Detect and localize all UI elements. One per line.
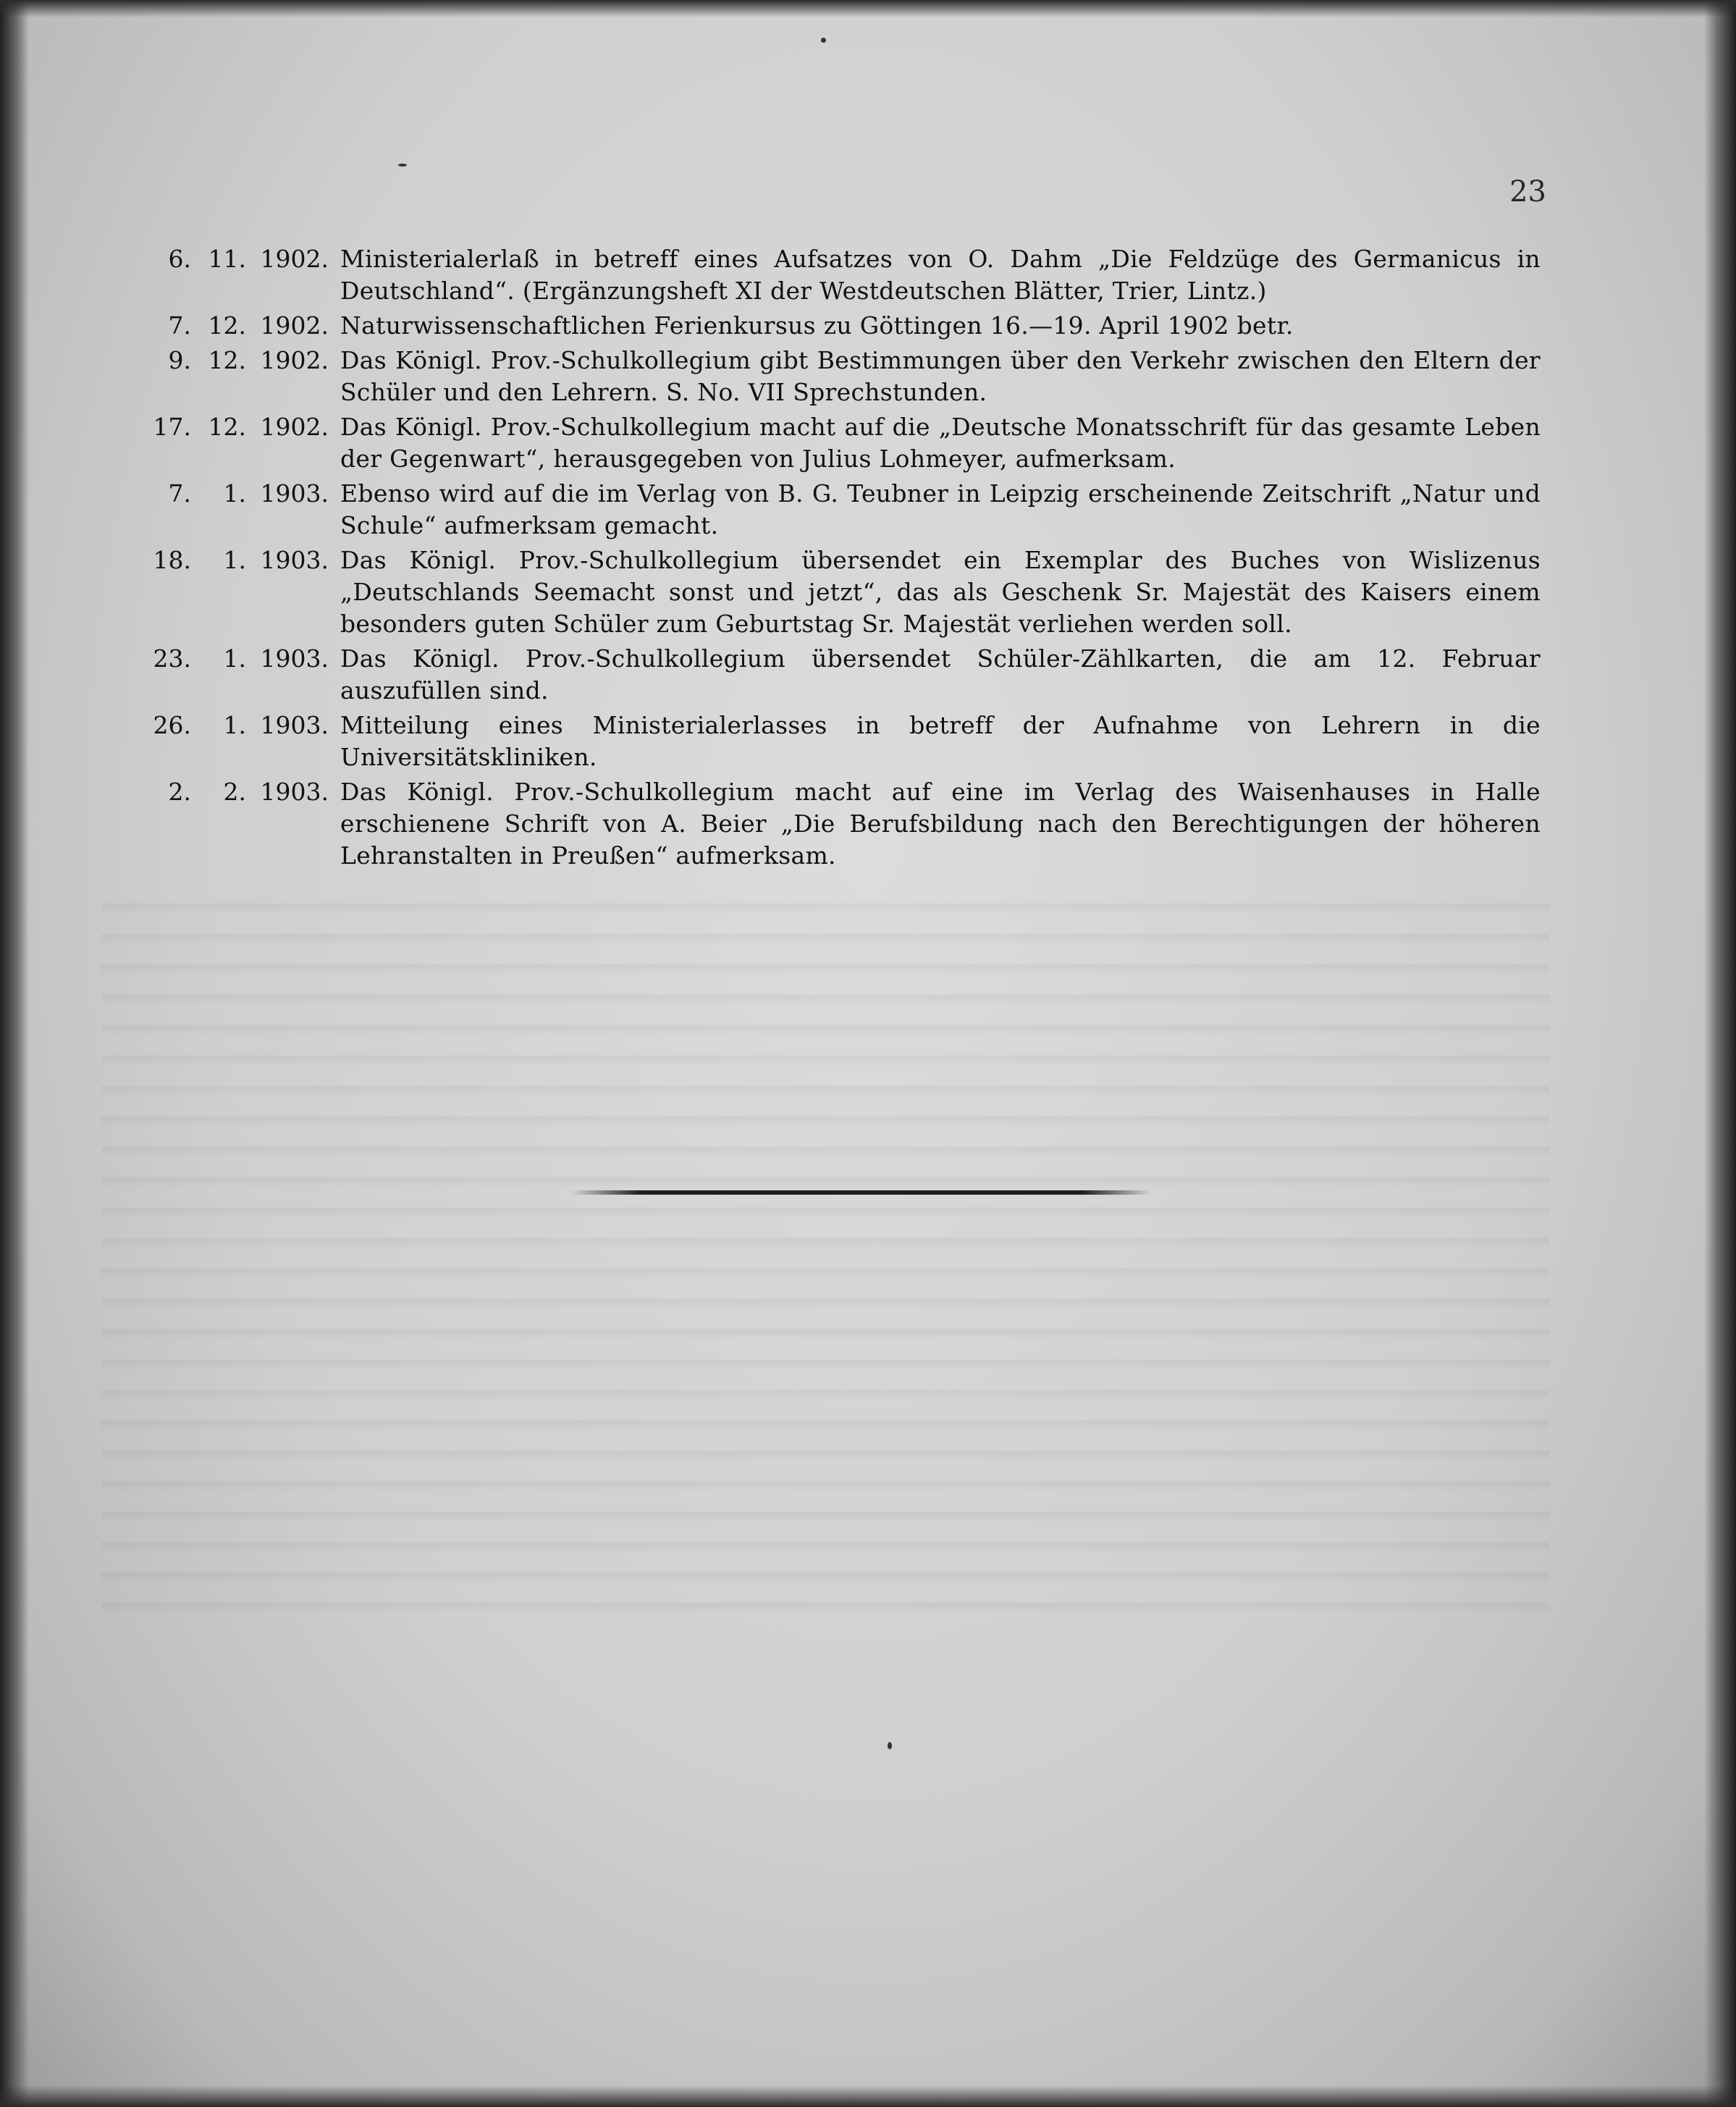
entry-month: 1.	[223, 644, 246, 673]
entry-text: Ebenso wird auf die im Verlag von B. G. Teubner in Leipzig erscheinende Zeitschrift „Natur und Schule“ aufmerksam gemacht.	[340, 479, 1541, 539]
entry-month: 1.	[223, 711, 246, 739]
entry-day: 18.	[153, 546, 191, 574]
entry-date	[142, 345, 329, 377]
scan-edge-top	[0, 0, 1736, 17]
entry-day: 2.	[168, 778, 191, 806]
entry-month: 1.	[223, 479, 246, 508]
entry-text: Das Königl. Prov.-Schulkollegium macht auf die „Deutsche Monatsschrift für das gesamte Leben der Gegenwart“, herausgegeben von Julius Lohmeyer, aufmerksam.	[340, 413, 1541, 473]
entry-year: 1903.	[260, 778, 329, 806]
entry-text: Ministerialerlaß in betreff eines Aufsatzes von O. Dahm „Die Feldzüge des Germanicus in Deutschland“. (Ergänzungsheft XI der Westdeutschen Blätter, Trier, Lintz.)	[340, 245, 1541, 305]
list-item	[142, 544, 1541, 640]
entry-date	[142, 243, 329, 275]
entry-year: 1903.	[260, 644, 329, 673]
section-divider	[572, 1190, 1151, 1195]
entry-year: 1902.	[260, 346, 329, 374]
list-item	[142, 411, 1541, 475]
list-item	[142, 345, 1541, 408]
entry-year: 1903.	[260, 711, 329, 739]
entry-text: Das Königl. Prov.-Schulkollegium gibt Bestimmungen über den Verkehr zwischen den Eltern der Schüler und den Lehrern. S. No. VII Sprechstunden.	[340, 346, 1541, 406]
entry-day: 7.	[168, 311, 191, 340]
entry-day: 26.	[153, 711, 191, 739]
entry-month: 12.	[208, 413, 246, 441]
entry-text: Das Königl. Prov.-Schulkollegium übersendet ein Exemplar des Buches von Wislizenus „Deutschlands Seemacht sonst und jetzt“, das als Geschenk Sr. Majestät des Kaisers einem besonders guten Schüler zum Geburtstag Sr. Majestät verliehen werden soll.	[340, 546, 1541, 638]
entry-day: 9.	[168, 346, 191, 374]
entry-year: 1902.	[260, 245, 329, 273]
scan-speck	[821, 38, 826, 43]
entry-day: 6.	[168, 245, 191, 273]
entry-month: 11.	[208, 245, 246, 273]
entry-date	[142, 776, 329, 808]
entry-day: 7.	[168, 479, 191, 508]
entry-date	[142, 478, 329, 510]
entry-text: Das Königl. Prov.-Schulkollegium übersendet Schüler-Zählkarten, die am 12. Februar auszufüllen sind.	[340, 644, 1541, 705]
chronicle-entries	[142, 243, 1541, 875]
entry-day: 23.	[153, 644, 191, 673]
entry-text: Mitteilung eines Ministerialerlasses in betreff der Aufnahme von Lehrern in die Universitätskliniken.	[340, 711, 1541, 771]
entry-year: 1902.	[260, 311, 329, 340]
entry-date	[142, 411, 329, 443]
scan-edge-bottom	[0, 2085, 1736, 2107]
list-item	[142, 643, 1541, 707]
entry-text: Naturwissenschaftlichen Ferienkursus zu Göttingen 16.—19. April 1902 betr.	[340, 311, 1294, 340]
entry-month: 12.	[208, 346, 246, 374]
list-item	[142, 243, 1541, 307]
entry-day: 17.	[153, 413, 191, 441]
entry-date	[142, 544, 329, 576]
entry-date	[142, 310, 329, 342]
scan-edge-right	[1704, 0, 1736, 2107]
entry-month: 1.	[223, 546, 246, 574]
entry-date	[142, 710, 329, 741]
page-number: 23	[1509, 175, 1546, 209]
scan-speck	[888, 1742, 892, 1749]
scan-edge-left	[0, 0, 29, 2107]
entry-month: 12.	[208, 311, 246, 340]
entry-date	[142, 643, 329, 675]
list-item	[142, 776, 1541, 872]
entry-year: 1903.	[260, 546, 329, 574]
list-item	[142, 710, 1541, 773]
bleed-through-text	[101, 883, 1549, 1629]
scan-speck	[398, 164, 407, 167]
entry-year: 1902.	[260, 413, 329, 441]
list-item	[142, 478, 1541, 542]
entry-text: Das Königl. Prov.-Schulkollegium macht auf eine im Verlag des Waisenhauses in Halle erschienene Schrift von A. Beier „Die Berufsbildung nach den Berechtigungen der höheren Lehranstalten in Preußen“ aufmerksam.	[340, 778, 1541, 870]
entry-year: 1903.	[260, 479, 329, 508]
list-item	[142, 310, 1541, 342]
entry-month: 2.	[223, 778, 246, 806]
